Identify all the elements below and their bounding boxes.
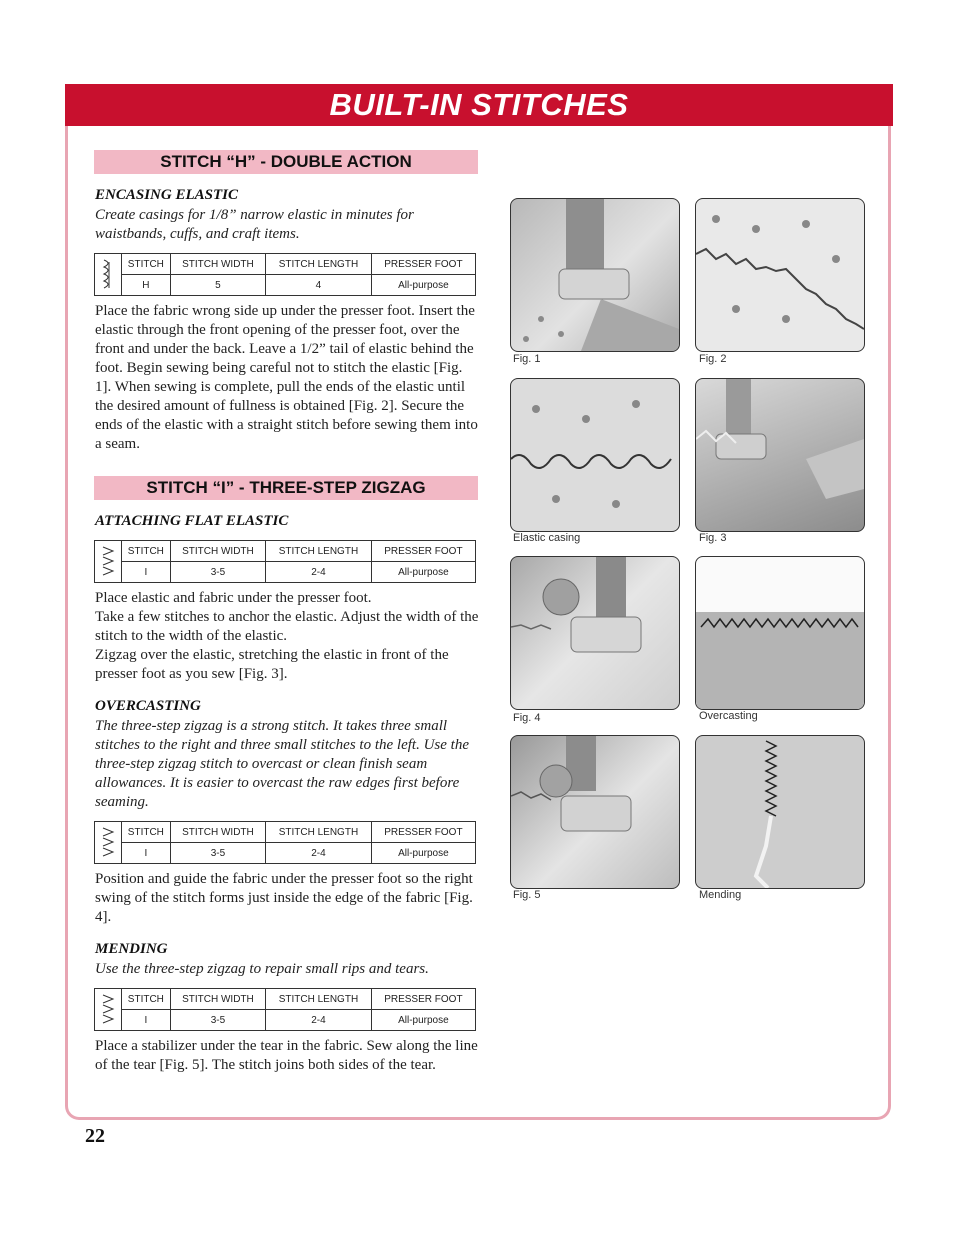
fig-5-caption: Fig. 5 [513,889,541,901]
col-header-stitch-width: STITCH WIDTH [170,822,265,843]
three-step-zigzag-icon [95,989,122,1031]
col-header-stitch-width: STITCH WIDTH [170,541,265,562]
cell-stitch: I [122,562,171,583]
section-h-body: Place the fabric wrong side up under the presser foot. Insert the elastic through the front opening of the presser foot, over the front and under the back. Leave a 1/2” tail of elastic behind the foot. Begin sewing being careful not to stitch the elastic [Fig. 1]. When sewing is complete, pull the ends of the elastic until the desired amount of fullness is obtained [Fig. 2]. Secure the ends of the elastic with a straight stitch before sewing them into a seam. [95,303,478,452]
cell-stitch-width: 5 [170,275,265,296]
three-step-zigzag-icon [95,541,122,583]
fig-3-photo [695,378,865,532]
cell-presser-foot: All-purpose [371,562,475,583]
overcasting-photo [695,556,865,710]
cell-stitch-width: 3-5 [170,562,265,583]
overcasting-body: Position and guide the fabric under the presser foot so the right swing of the stitch forms just inside the edge of the fabric [Fig. 4]. [95,871,473,925]
col-header-stitch: STITCH [122,989,171,1010]
cell-stitch: I [122,843,171,864]
section-i-heading: STITCH “I” - THREE-STEP ZIGZAG [146,478,426,497]
fig-1-photo [510,198,680,352]
attaching-line-3: Zigzag over the elastic, stretching the elastic in front of the presser foot as you sew [Fig. 3]. [95,647,449,682]
cell-stitch-length: 2-4 [266,1010,372,1031]
col-header-stitch-length: STITCH LENGTH [266,822,372,843]
encasing-elastic-subheading: ENCASING ELASTIC [95,187,238,203]
fig-1-caption: Fig. 1 [513,353,541,365]
col-header-stitch: STITCH [122,822,171,843]
cell-stitch-length: 2-4 [266,562,372,583]
fig-4-photo [510,556,680,710]
col-header-stitch: STITCH [122,541,171,562]
mending-subheading: MENDING [95,941,168,957]
mending-body: Place a stabilizer under the tear in the fabric. Sew along the line of the tear [Fig. 5]. The stitch joins both sides of the tear. [95,1038,478,1073]
page-number: 22 [85,1125,105,1147]
section-h-heading: STITCH “H” - DOUBLE ACTION [160,152,412,171]
fig-4-caption: Fig. 4 [513,712,541,724]
encasing-elastic-intro: Create casings for 1/8” narrow elastic in minutes for waistbands, cuffs, and craft items. [95,207,414,242]
elastic-casing-caption: Elastic casing [513,532,581,544]
col-header-presser-foot: PRESSER FOOT [371,541,475,562]
page-title: BUILT-IN STITCHES [329,87,629,122]
cell-stitch-width: 3-5 [170,843,265,864]
attaching-flat-elastic-subheading: ATTACHING FLAT ELASTIC [95,513,289,529]
col-header-presser-foot: PRESSER FOOT [371,989,475,1010]
cell-stitch-length: 4 [266,275,372,296]
col-header-stitch-width: STITCH WIDTH [170,254,265,275]
cell-presser-foot: All-purpose [371,275,475,296]
three-step-zigzag-icon [95,822,122,864]
stitch-h-settings-table [94,253,476,296]
cell-presser-foot: All-purpose [371,1010,475,1031]
overcasting-settings-table [94,821,476,864]
attaching-line-2: Take a few stitches to anchor the elastic. Adjust the width of the stitch to the width of the elastic. [95,609,479,644]
col-header-stitch-length: STITCH LENGTH [266,541,372,562]
cell-stitch: I [122,1010,171,1031]
mending-settings-table [94,988,476,1031]
col-header-stitch-length: STITCH LENGTH [266,989,372,1010]
cell-stitch-width: 3-5 [170,1010,265,1031]
attaching-line-1: Place elastic and fabric under the presser foot. [95,590,372,606]
mending-photo [695,735,865,889]
attaching-settings-table [94,540,476,583]
fig-2-photo [695,198,865,352]
col-header-presser-foot: PRESSER FOOT [371,822,475,843]
mending-intro: Use the three-step zigzag to repair small rips and tears. [95,961,429,977]
fig-3-caption: Fig. 3 [699,532,727,544]
title-banner [65,84,893,126]
fig-2-caption: Fig. 2 [699,353,727,365]
overcasting-intro: The three-step zigzag is a strong stitch. It takes three small stitches to the right and three small stitches to the left. Use the three-step zigzag stitch to overcast or clean finish seam allowances. It is easier to overcast the raw edges first before seaming. [95,718,469,810]
fig-5-photo [510,735,680,889]
elastic-casing-photo [510,378,680,532]
overcasting-subheading: OVERCASTING [95,698,201,714]
attaching-body [95,589,480,684]
overcasting-caption: Overcasting [699,710,758,722]
section-h-heading-band [94,150,478,174]
col-header-stitch: STITCH [122,254,171,275]
col-header-stitch-length: STITCH LENGTH [266,254,372,275]
double-action-stitch-icon [95,254,122,296]
col-header-presser-foot: PRESSER FOOT [371,254,475,275]
section-i-heading-band [94,476,478,500]
col-header-stitch-width: STITCH WIDTH [170,989,265,1010]
cell-stitch-length: 2-4 [266,843,372,864]
mending-caption: Mending [699,889,742,901]
cell-presser-foot: All-purpose [371,843,475,864]
cell-stitch: H [122,275,171,296]
